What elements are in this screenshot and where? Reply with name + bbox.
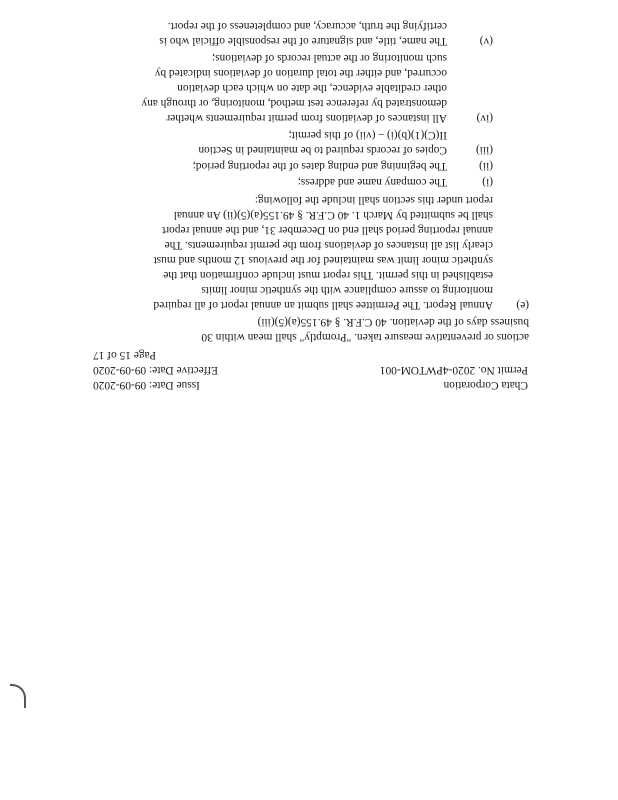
- item-text: occurred, and either the total duration of deviations indicated by: [154, 67, 447, 79]
- section-e-text: established in this permit. This report must include confirmation that the: [163, 269, 493, 281]
- item-label: (v): [479, 35, 493, 47]
- section-e-text: annual reporting period shall end on December 31, and the annual report: [162, 224, 493, 236]
- section-e-text: Annual Report. The Permittee shall submit an annual report of all required: [153, 299, 493, 311]
- section-e-text: synthetic minor limit was maintained for the previous 12 months and must: [153, 254, 493, 266]
- item-text: other creditable evidence, the date on which each deviation: [177, 82, 447, 94]
- item-label: (i): [482, 176, 493, 188]
- item-text: II(C)(1)(b)(i) – (vii) of this permit;: [288, 129, 447, 141]
- permit-number: Permit No. 2020-4PWTOM-001: [379, 364, 528, 376]
- item-label: (ii): [479, 160, 493, 172]
- section-e-label: (e): [516, 299, 529, 311]
- section-e-text: report under this section shall include the following:: [254, 194, 493, 206]
- issue-date: Issue Date: 09-09-2020: [93, 379, 200, 391]
- item-text: All instances of deviations from permit requirements whether: [166, 112, 447, 124]
- effective-date: Effective Date: 09-09-2020: [93, 364, 219, 376]
- company-name: Chata Corporation: [443, 379, 528, 391]
- continuation-line: business days of the deviation. 40 C.F.R. § 49.155(a)(5)(iii): [257, 316, 529, 328]
- item-label: (iii): [475, 144, 493, 156]
- item-text: certifying the truth, accuracy, and completeness of the report.: [167, 20, 447, 32]
- section-e-text: clearly list all instances of deviations from the permit requirements. The: [164, 239, 493, 251]
- item-text: The name, title, and signature of the responsible official who is: [159, 35, 447, 47]
- item-text: such monitoring or the actual records of deviations;: [211, 52, 447, 64]
- item-text: The beginning and ending dates of the reporting period;: [192, 160, 447, 172]
- section-e-text: monitoring to assure compliance with the synthetic minor limits: [201, 284, 493, 296]
- scan-artifact-mark: [10, 684, 26, 708]
- item-text: Copies of records required to be maintained in Section: [198, 144, 447, 156]
- item-label: (iv): [476, 112, 493, 124]
- item-text: The company name and address;: [297, 176, 447, 188]
- page-number: Page 15 of 17: [93, 349, 156, 361]
- section-e-text: shall be submitted by March 1. 40 C.F.R. § 49.155(a)(5)(ii) An annual: [173, 209, 493, 221]
- continuation-line: actions or preventative measure taken. "Promptly" shall mean within 30: [201, 331, 529, 343]
- item-text: demonstrated by reference test method, monitoring, or through any: [141, 97, 447, 109]
